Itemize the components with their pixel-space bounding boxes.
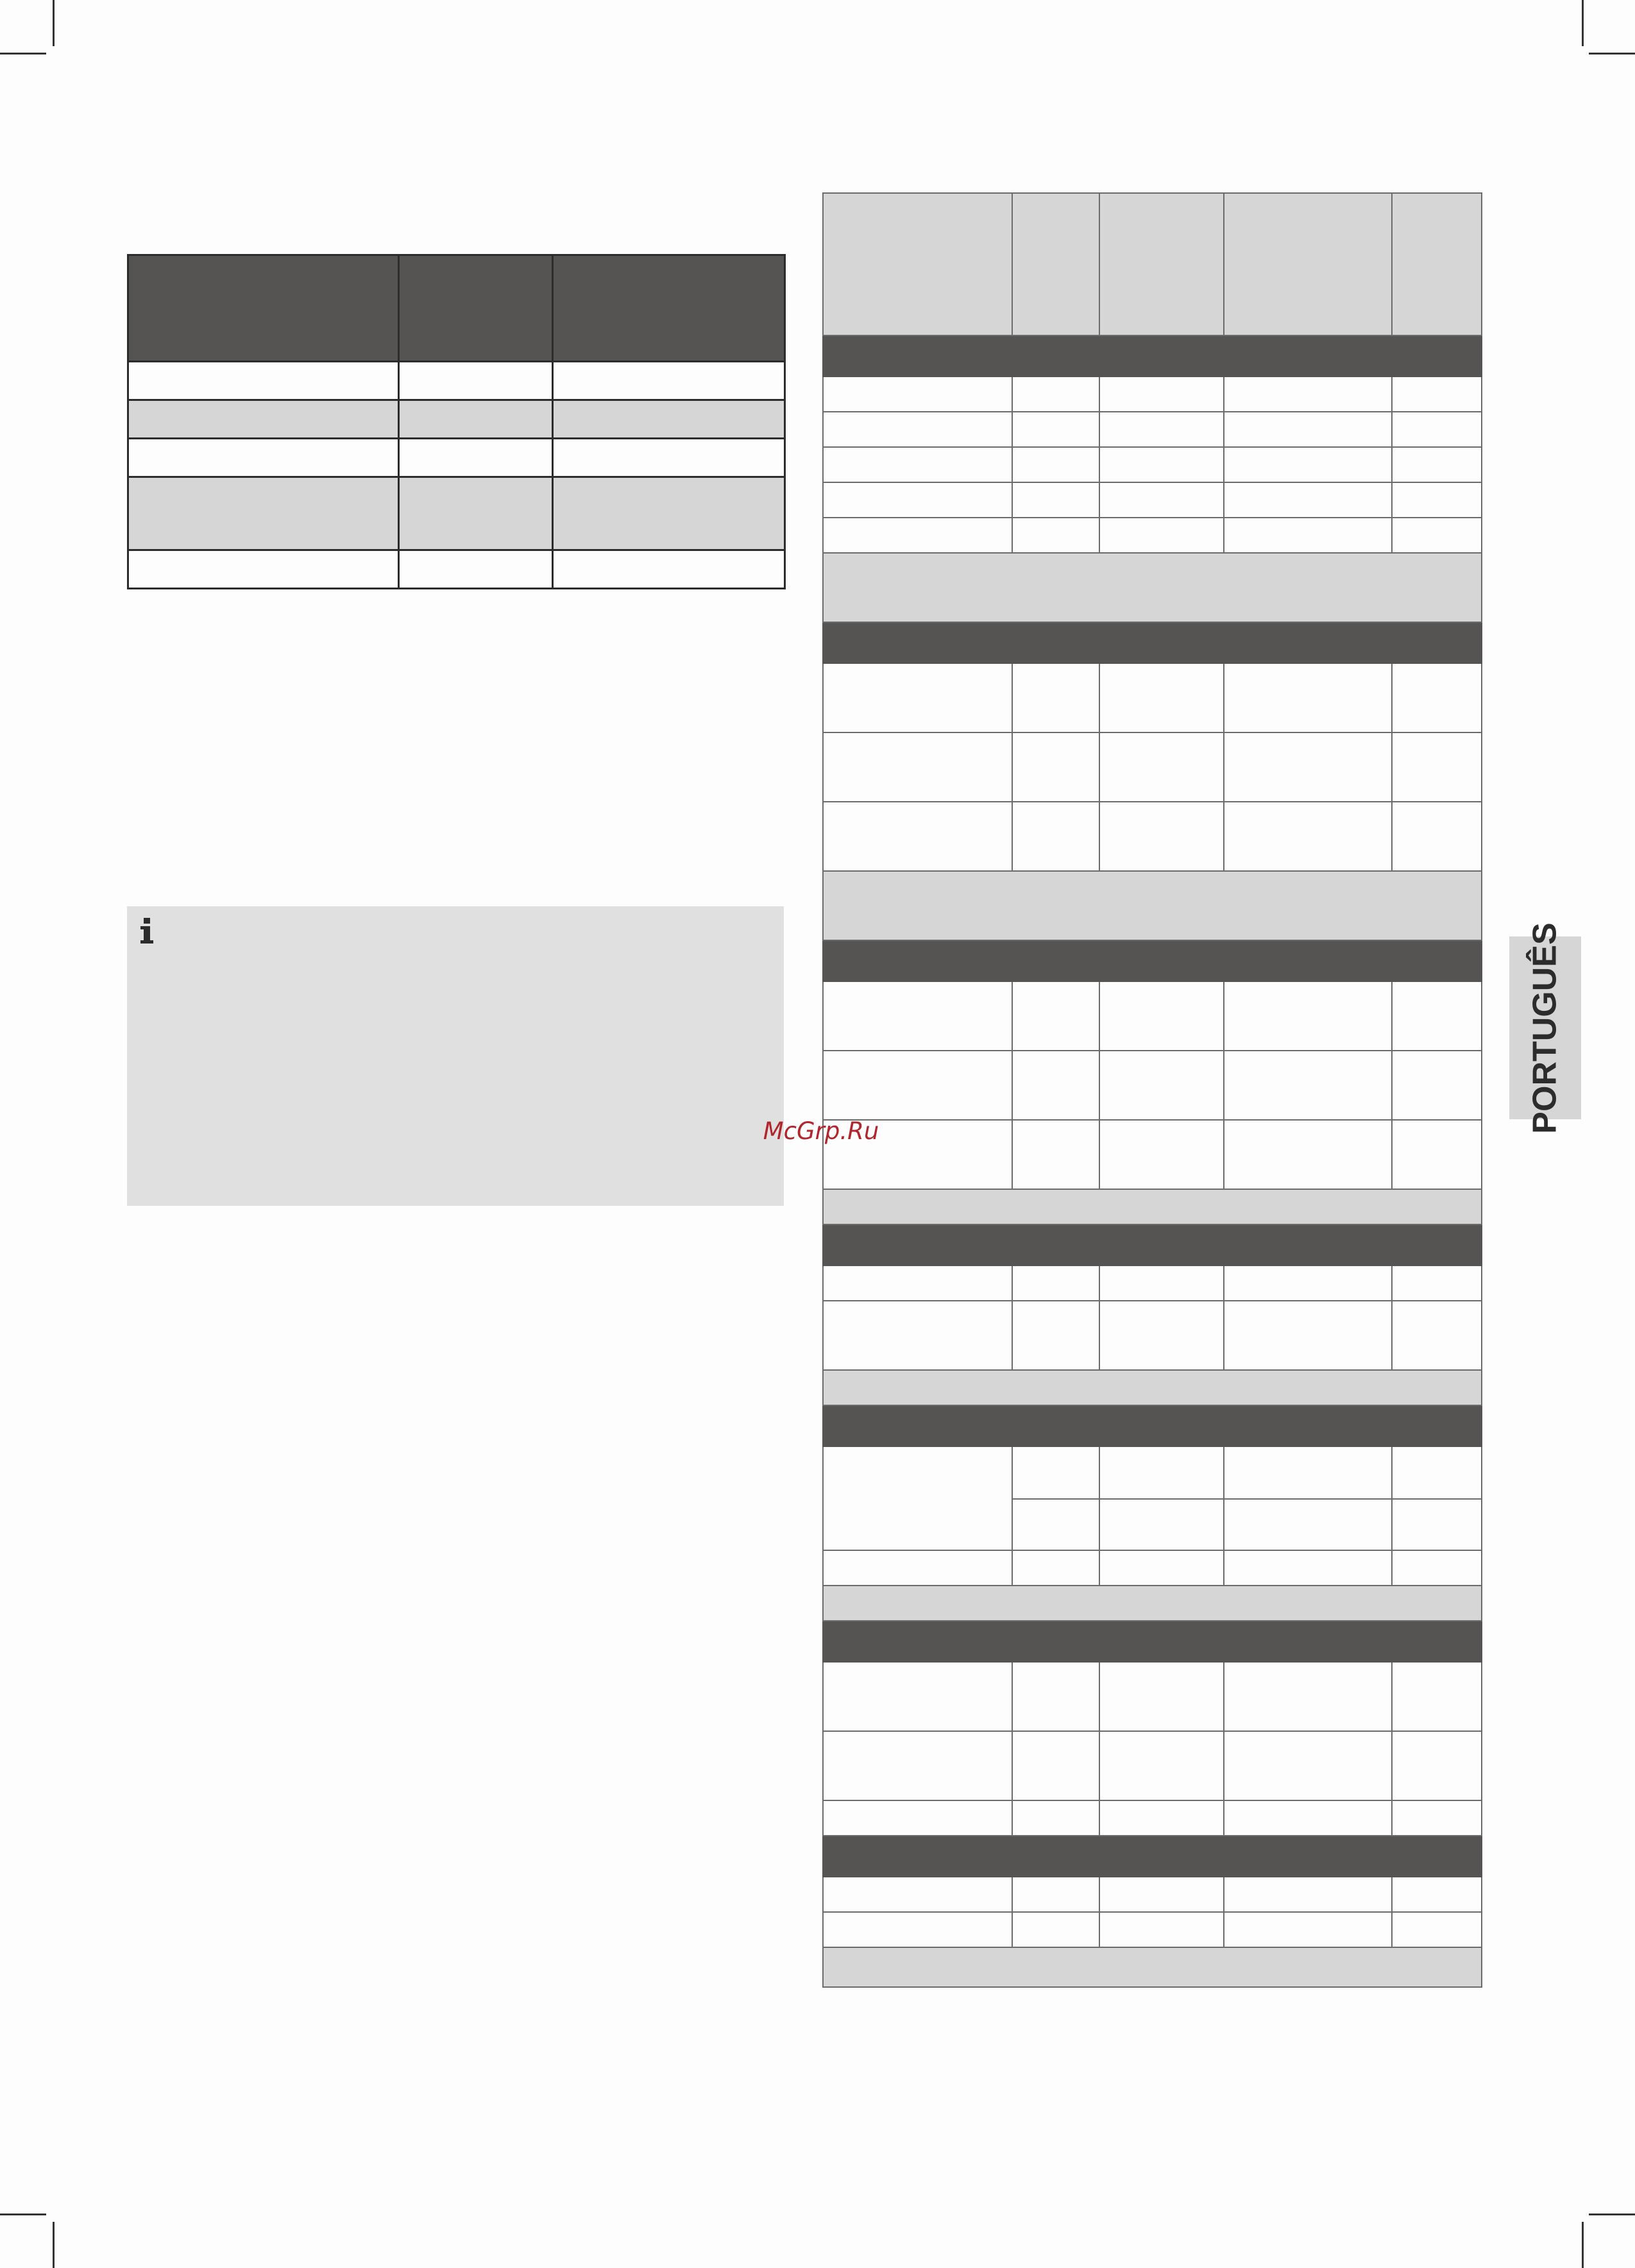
table-row xyxy=(823,1301,1482,1370)
section-note xyxy=(823,553,1482,622)
info-icon xyxy=(137,917,157,945)
table-row xyxy=(823,1051,1482,1120)
section-header xyxy=(823,1224,1482,1265)
program-table xyxy=(822,192,1482,1988)
table-row xyxy=(823,1912,1482,1947)
table-row xyxy=(823,732,1482,802)
table-header-row xyxy=(823,193,1482,335)
table-row xyxy=(128,400,785,439)
info-note-box xyxy=(127,906,784,1206)
table-row xyxy=(823,981,1482,1051)
crop-mark xyxy=(0,2213,46,2215)
table-row xyxy=(823,1120,1482,1189)
section-note xyxy=(823,1586,1482,1621)
language-tab-label: PORTUGUÊS xyxy=(1527,922,1564,1134)
table-row xyxy=(823,663,1482,732)
crop-mark xyxy=(53,2222,55,2268)
table-row xyxy=(128,439,785,477)
table-row xyxy=(128,362,785,400)
table-row xyxy=(823,412,1482,447)
section-header xyxy=(823,1621,1482,1662)
crop-mark xyxy=(53,0,55,46)
table-row xyxy=(823,518,1482,553)
language-tab xyxy=(1509,922,1581,1134)
section-note xyxy=(823,1370,1482,1405)
table-row xyxy=(128,550,785,589)
table-row xyxy=(128,477,785,550)
section-header xyxy=(823,622,1482,663)
section-header xyxy=(823,1836,1482,1877)
table-row xyxy=(823,482,1482,518)
table-row xyxy=(823,1550,1482,1586)
table-row xyxy=(823,1446,1482,1499)
table-header-row xyxy=(128,255,785,362)
watermark: McGrp.Ru xyxy=(763,1117,879,1145)
section-note xyxy=(823,1947,1482,1987)
settings-table xyxy=(127,254,786,589)
table-row xyxy=(823,1877,1482,1912)
section-header xyxy=(823,940,1482,981)
crop-mark xyxy=(1589,53,1635,55)
table-row xyxy=(823,1731,1482,1800)
crop-mark xyxy=(1582,2222,1584,2268)
table-row xyxy=(823,447,1482,482)
table-row xyxy=(823,377,1482,412)
crop-mark xyxy=(1582,0,1584,46)
table-row xyxy=(823,1662,1482,1731)
section-header xyxy=(823,1405,1482,1446)
section-header xyxy=(823,335,1482,377)
table-row xyxy=(823,802,1482,871)
crop-mark xyxy=(0,53,46,55)
table-row xyxy=(823,1800,1482,1836)
section-note xyxy=(823,871,1482,940)
table-row xyxy=(823,1265,1482,1301)
section-note xyxy=(823,1189,1482,1224)
crop-mark xyxy=(1589,2213,1635,2215)
